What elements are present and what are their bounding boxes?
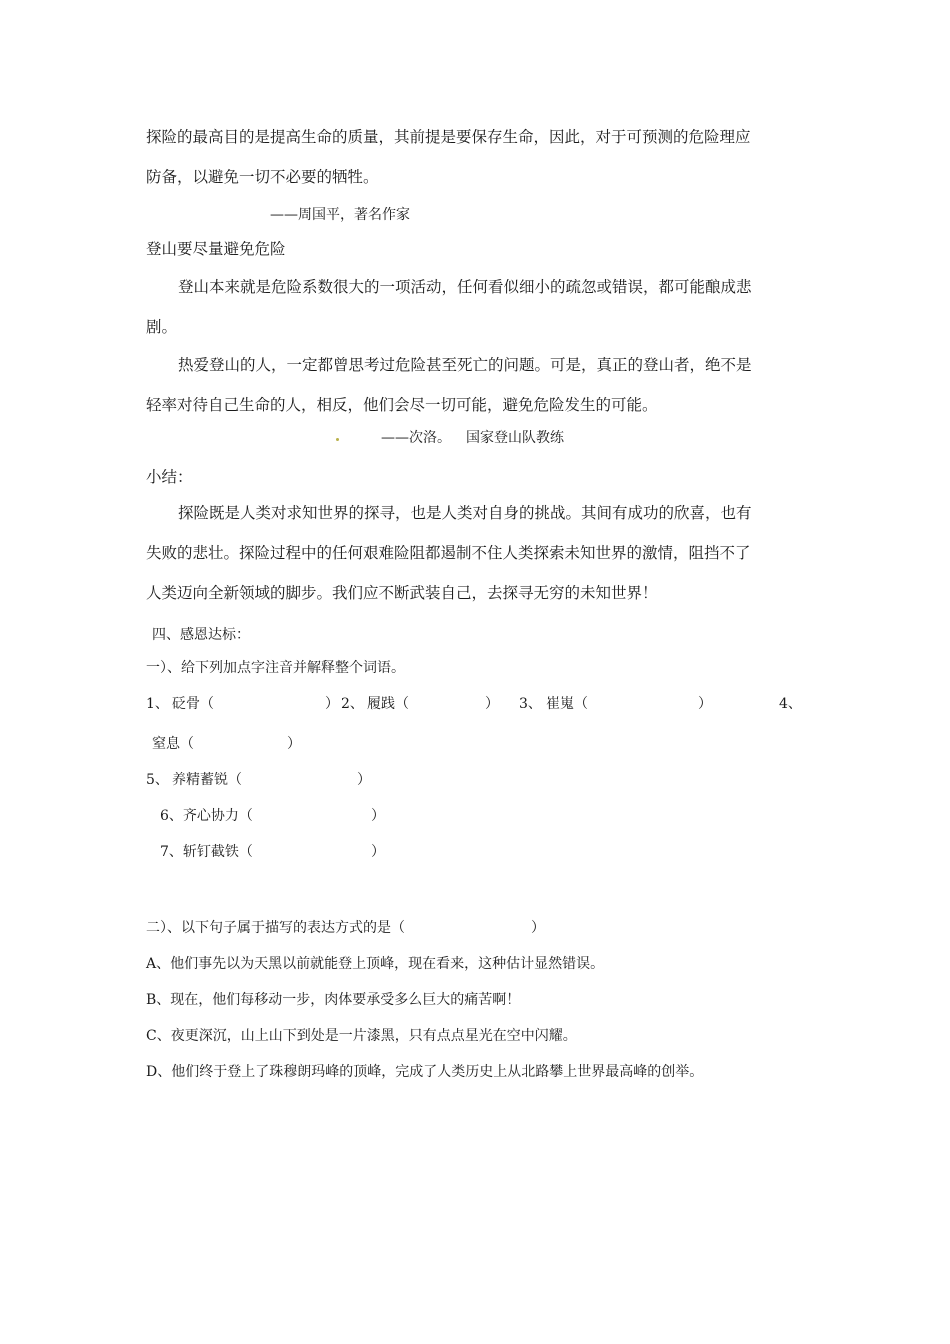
q1-item1-close: ） bbox=[325, 696, 339, 712]
q1-item2-close: ） bbox=[485, 696, 499, 712]
summary-line-2: 失败的悲壮。探险过程中的任何艰难险阻都遏制不住人类探索未知世界的激情，阻挡不了 bbox=[146, 544, 751, 562]
q1-item1-number: 1、 bbox=[146, 696, 169, 712]
para1-line-1: 登山本来就是危险系数很大的一项活动，任何看似细小的疏忽或错误，都可能酿成悲 bbox=[178, 278, 752, 296]
q2-option-c: C、夜更深沉，山上山下到处是一片漆黑，只有点点星光在空中闪耀。 bbox=[146, 1028, 577, 1044]
q1-item4-word: 窒息（ bbox=[152, 736, 194, 752]
q1-item5-word: 养精蓄锐（ bbox=[172, 772, 242, 788]
quote-line-1: 探险的最高目的是提高生命的质量，其前提是要保存生命，因此，对于可预测的危险理应 bbox=[146, 128, 751, 146]
para2-attribution-role: 国家登山队教练 bbox=[466, 430, 564, 446]
para2-line-1: 热爱登山的人，一定都曾思考过危险甚至死亡的问题。可是，真正的登山者，绝不是 bbox=[178, 356, 752, 374]
summary-line-1: 探险既是人类对求知世界的探寻，也是人类对自身的挑战。其间有成功的欣喜，也有 bbox=[178, 504, 752, 522]
q1-item5-close: ） bbox=[357, 772, 371, 788]
q2-heading: 二）、以下句子属于描写的表达方式的是（ bbox=[146, 920, 405, 936]
quote-attribution: ——周国平，著名作家 bbox=[270, 207, 410, 223]
para2-attribution-name: ——次洛。 bbox=[381, 430, 451, 446]
para1-line-2: 剧。 bbox=[146, 318, 178, 336]
q1-item6: 6、齐心协力（ bbox=[160, 808, 253, 824]
exercise-heading: 四、感恩达标： bbox=[152, 627, 250, 643]
q1-item4-close: ） bbox=[287, 736, 301, 752]
para2-line-2: 轻率对待自己生命的人，相反，他们会尽一切可能，避免危险发生的可能。 bbox=[146, 396, 658, 414]
q2-option-b: B、现在，他们每移动一步，肉体要承受多么巨大的痛苦啊！ bbox=[146, 992, 521, 1008]
section-title: 登山要尽量避免危险 bbox=[146, 240, 286, 258]
q1-item7: 7、斩钉截铁（ bbox=[160, 844, 253, 860]
q1-item7-close: ） bbox=[371, 844, 385, 860]
decoration-dot bbox=[336, 438, 339, 441]
q1-item1-word: 砭骨（ bbox=[172, 696, 214, 712]
q1-item2-word: 履践（ bbox=[367, 696, 409, 712]
q2-option-d: D、他们终于登上了珠穆朗玛峰的顶峰，完成了人类历史上从北路攀上世界最高峰的创举。 bbox=[146, 1064, 704, 1080]
q1-item3-word: 崔嵬（ bbox=[546, 696, 588, 712]
q2-option-a: A、他们事先以为天黑以前就能登上顶峰，现在看来，这种估计显然错误。 bbox=[146, 956, 605, 972]
q2-heading-close: ） bbox=[531, 920, 545, 936]
summary-line-3: 人类迈向全新领域的脚步。我们应不断武装自己，去探寻无穷的未知世界！ bbox=[146, 584, 658, 602]
q1-heading: 一）、给下列加点字注音并解释整个词语。 bbox=[146, 660, 405, 676]
quote-line-2: 防备，以避免一切不必要的牺牲。 bbox=[146, 168, 379, 186]
q1-item2-number: 2、 bbox=[341, 696, 364, 712]
q1-item3-close: ） bbox=[698, 696, 712, 712]
q1-item6-close: ） bbox=[371, 808, 385, 824]
q1-item4-number: 4、 bbox=[779, 696, 802, 712]
q1-item5-number: 5、 bbox=[146, 772, 169, 788]
summary-label: 小结： bbox=[146, 468, 193, 486]
q1-item3-number: 3、 bbox=[519, 696, 542, 712]
